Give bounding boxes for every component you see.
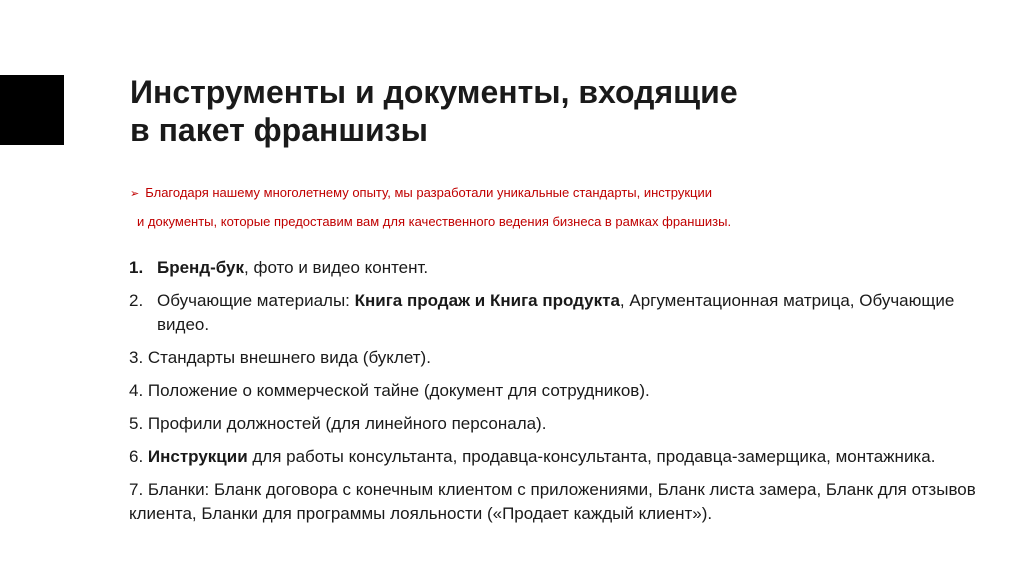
item-number: 1. xyxy=(129,258,144,277)
item-bold-text: Инструкции xyxy=(147,447,248,466)
item-text: Обучающие материалы: xyxy=(157,291,355,310)
list-item-6 xyxy=(129,445,999,469)
list-item-4: 4. Положение о коммерческой тайне (документ для сотрудников). xyxy=(129,381,650,400)
list-item-2 xyxy=(129,289,999,337)
item-number: 2. xyxy=(129,291,144,310)
documents-list xyxy=(129,256,999,535)
item-bold-text: Бренд-бук xyxy=(157,258,245,277)
item-text: , Аргументационная матрица, Обучающие видео. xyxy=(157,291,955,334)
title-line-2: в пакет франшизы xyxy=(130,112,428,148)
arrow-bullet-icon: ➢ xyxy=(130,188,140,200)
side-accent-bar xyxy=(0,75,64,145)
item-text: для работы консультанта, продавца-консультанта, продавца-замерщика, монтажника. xyxy=(247,447,936,466)
intro-line-1: Благодаря нашему многолетнему опыту, мы разработали уникальные стандарты, инструкции xyxy=(145,185,712,200)
intro-paragraph xyxy=(130,179,950,235)
intro-line-2: и документы, которые предоставим вам для качественного ведения бизнеса в рамках франшизы. xyxy=(137,214,732,229)
list-item-3: 3. Стандарты внешнего вида (буклет). xyxy=(129,348,431,367)
item-text: 6. xyxy=(129,447,148,466)
list-item-7: 7. Бланки: Бланк договора с конечным клиентом с приложениями, Бланк листа замера, Бланк для отзывов клиента, Бланки для программы лояльности («Продает каждый клиент»). xyxy=(129,480,976,523)
slide-title xyxy=(130,73,930,149)
list-item-5: 5. Профили должностей (для линейного персонала). xyxy=(129,414,547,433)
title-line-1: Инструменты и документы, входящие xyxy=(130,74,738,110)
item-bold-text: Книга продаж и Книга продукта xyxy=(354,291,620,310)
item-text: , фото и видео контент. xyxy=(244,258,429,277)
list-item-1 xyxy=(129,256,999,280)
